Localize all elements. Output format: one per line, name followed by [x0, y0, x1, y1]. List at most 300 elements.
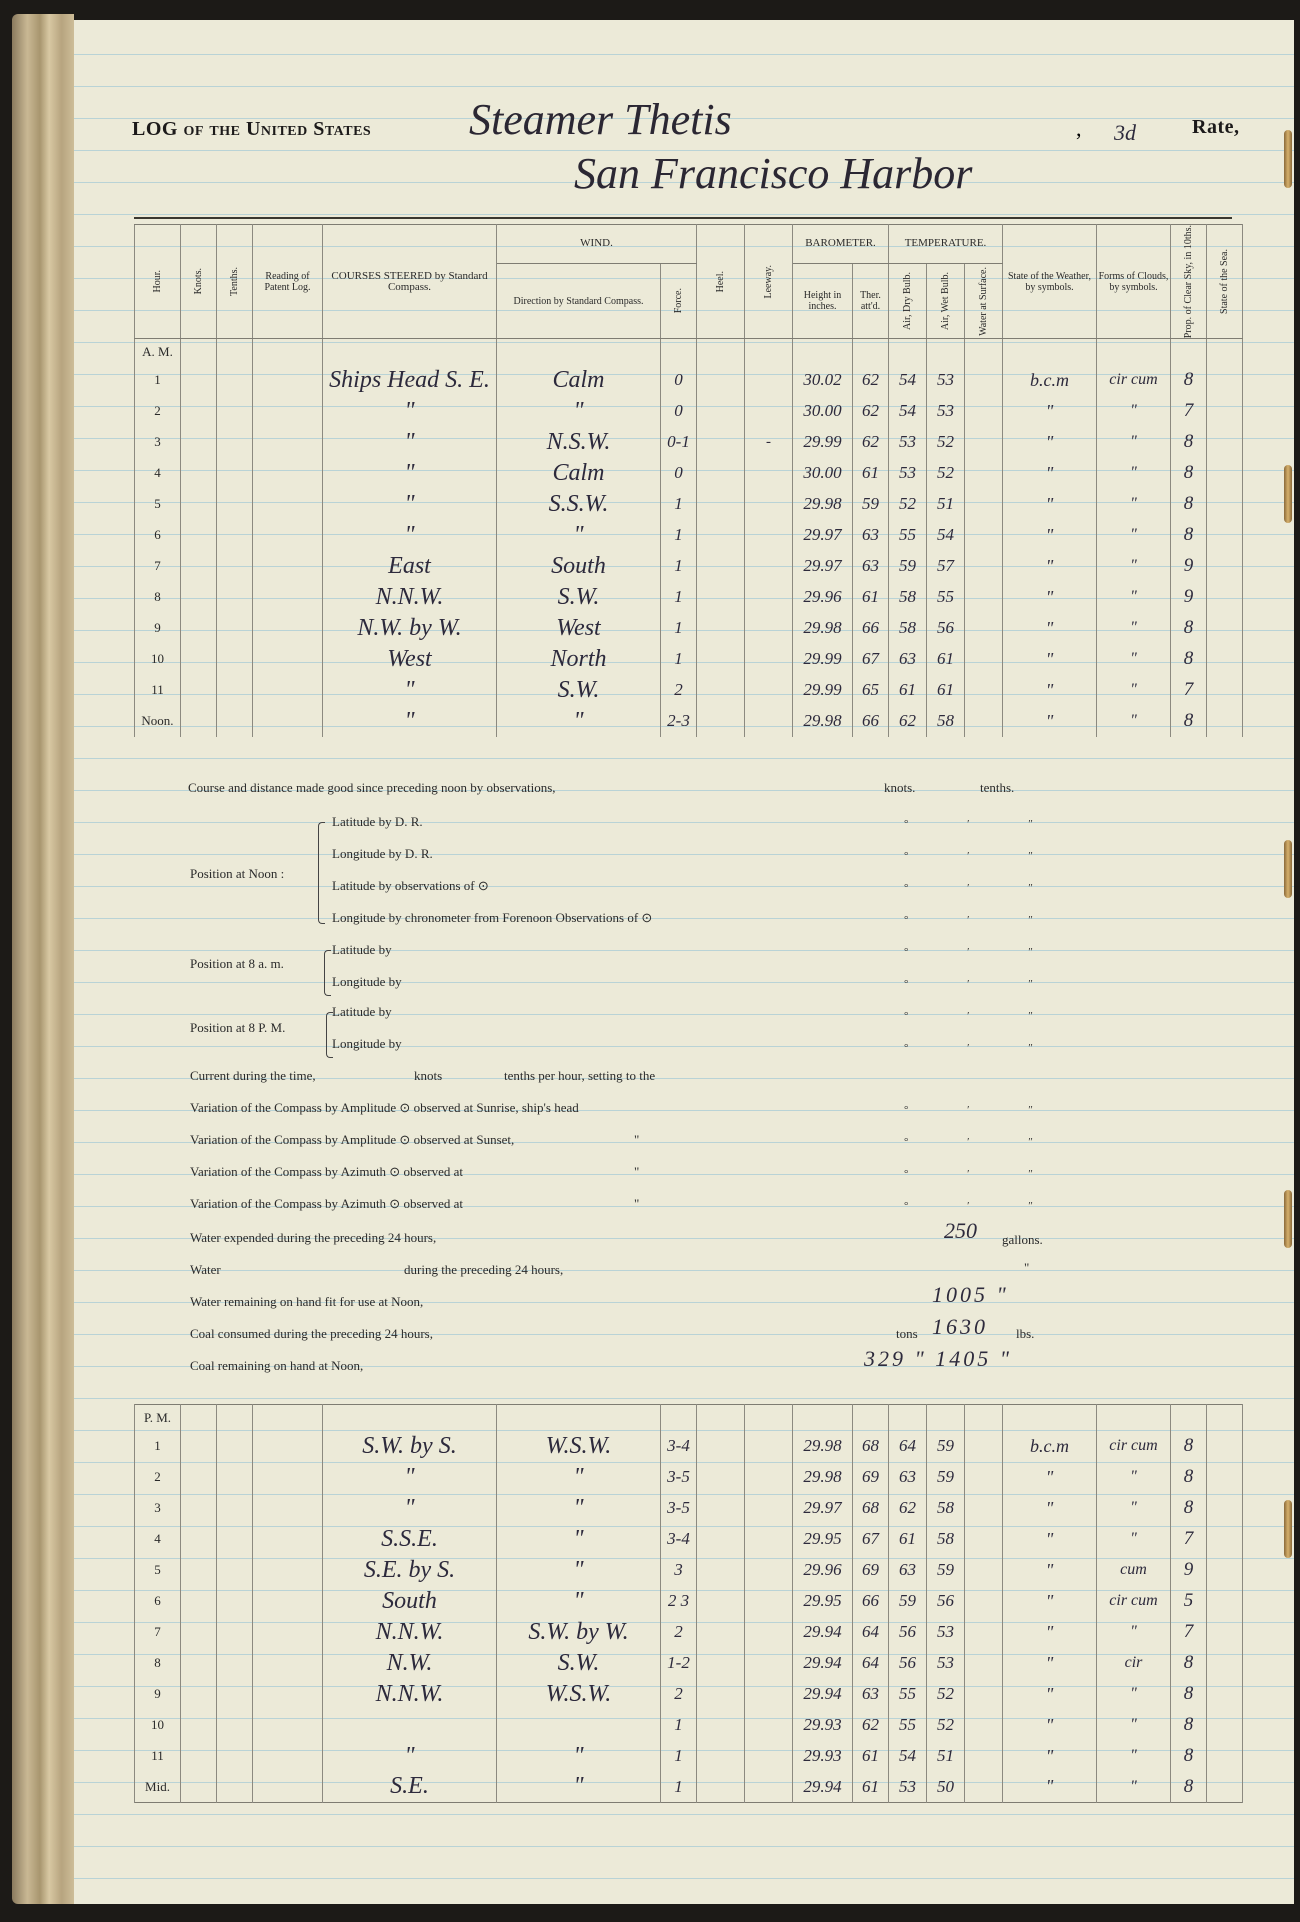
water-expended-value: 250 — [944, 1218, 977, 1243]
wind-force-cell: 0 — [674, 463, 683, 483]
weather-cell: " — [1045, 400, 1054, 421]
log-row — [135, 706, 1243, 737]
lbs-label: lbs. — [1016, 1326, 1035, 1341]
hour-label: 1 — [154, 1438, 161, 1453]
log-row — [135, 427, 1243, 458]
hour-label: 4 — [154, 1531, 161, 1546]
water-label: Water — [190, 1262, 221, 1277]
water-expended-label: Water expended during the preceding 24 hours, — [190, 1230, 437, 1245]
log-row — [135, 613, 1243, 644]
col-wind-force: Force. — [673, 288, 684, 314]
ruled-line — [74, 886, 1294, 887]
col-barometer: BAROMETER. — [805, 237, 876, 250]
course-cell: N.N.W. — [375, 1680, 444, 1707]
wind-force-cell: 3-5 — [667, 1467, 690, 1486]
book-spine — [12, 14, 74, 1904]
col-sea: State of the Sea. — [1219, 249, 1230, 315]
clear-sky-cell: 8 — [1183, 648, 1194, 670]
weather-cell: " — [1045, 1745, 1054, 1766]
log-row — [135, 1772, 1243, 1803]
wind-direction-cell: S.W. — [557, 676, 600, 703]
course-cell: " — [404, 428, 415, 455]
deg-marks: ° ′ ″ — [904, 1168, 1061, 1180]
barometer-height-cell: 29.96 — [803, 1560, 842, 1579]
clouds-cell: " — [1130, 712, 1137, 730]
clear-sky-cell: 8 — [1183, 493, 1194, 515]
log-row — [135, 1431, 1243, 1462]
wind-direction-cell: S.W. by W. — [528, 1618, 629, 1645]
wet-bulb-cell: 54 — [937, 525, 954, 545]
weather-cell: " — [1045, 1466, 1054, 1487]
wet-bulb-cell: 61 — [937, 649, 954, 669]
course-cell: West — [387, 645, 432, 672]
log-row — [135, 365, 1243, 396]
dry-bulb-cell: 59 — [899, 1591, 916, 1610]
var-azi-1: Variation of the Compass by Azimuth ⊙ observed at — [190, 1164, 464, 1179]
hour-label: 9 — [154, 620, 161, 636]
course-cell: N.W. — [386, 1649, 433, 1676]
hour-label: 5 — [154, 1562, 161, 1577]
col-baro-ther: Ther. att'd. — [860, 290, 881, 313]
barometer-height-cell: 29.93 — [803, 1746, 842, 1765]
clouds-cell: " — [1130, 526, 1137, 544]
barometer-ther-cell: 62 — [862, 1715, 879, 1734]
clear-sky-cell: 8 — [1183, 1775, 1194, 1797]
clouds-cell: " — [1130, 1499, 1137, 1516]
hour-label: 10 — [151, 651, 164, 667]
wind-force-cell: 1 — [674, 556, 683, 576]
clouds-cell: " — [1130, 681, 1137, 699]
wet-bulb-cell: 55 — [937, 587, 954, 607]
deg-marks: ° ′ ″ — [904, 914, 1061, 926]
knots-label: knots. — [884, 780, 916, 795]
tons-label: tons — [896, 1326, 918, 1341]
wind-direction-cell: N.S.W. — [546, 428, 611, 455]
log-row — [135, 1741, 1243, 1772]
hour-label: 2 — [154, 403, 161, 419]
wet-bulb-cell: 51 — [937, 1746, 954, 1765]
clouds-cell: " — [1130, 619, 1137, 637]
weather-cell: " — [1045, 710, 1054, 731]
barometer-height-cell: 29.95 — [803, 1529, 842, 1548]
clear-sky-cell: 9 — [1183, 555, 1194, 577]
weather-cell: " — [1045, 1714, 1054, 1735]
clear-sky-cell: 8 — [1183, 710, 1194, 732]
ruled-line — [74, 214, 1294, 215]
dry-bulb-cell: 52 — [899, 494, 916, 514]
course-cell: S.S.E. — [381, 1525, 438, 1552]
course-cell: " — [404, 676, 415, 703]
course-cell: S.E. — [390, 1773, 429, 1800]
barometer-ther-cell: 67 — [862, 1529, 879, 1548]
brace — [318, 822, 325, 924]
hour-label: 3 — [154, 434, 161, 450]
course-cell: " — [404, 490, 415, 517]
log-row — [135, 1617, 1243, 1648]
clear-sky-cell: 8 — [1183, 369, 1194, 391]
period-label-row — [135, 1405, 1243, 1431]
course-cell: N.W. by W. — [357, 614, 462, 641]
col-clouds: Forms of Clouds, by symbols. — [1098, 270, 1169, 293]
log-title-prefix: LOG of the United States — [132, 118, 372, 140]
vessel-name: Steamer Thetis — [469, 95, 732, 144]
barometer-ther-cell: 62 — [862, 370, 879, 390]
log-row — [135, 582, 1243, 613]
weather-cell: " — [1045, 1590, 1054, 1611]
wind-force-cell: 0 — [674, 401, 683, 421]
wind-force-cell: 1 — [674, 1776, 683, 1796]
course-distance-label: Course and distance made good since preceding noon by observations, — [188, 780, 556, 795]
hour-label: 10 — [151, 1717, 164, 1732]
hour-label: 11 — [151, 1748, 164, 1763]
comma: , — [1076, 116, 1082, 141]
barometer-height-cell: 29.94 — [803, 1684, 842, 1703]
clear-sky-cell: 8 — [1183, 524, 1194, 546]
clear-sky-cell: 8 — [1183, 462, 1194, 484]
position-noon-label: Position at Noon : — [190, 866, 285, 881]
dry-bulb-cell: 59 — [899, 556, 916, 576]
clouds-cell: cir cum — [1109, 1437, 1158, 1454]
dry-bulb-cell: 58 — [899, 587, 916, 607]
dry-bulb-cell: 63 — [899, 1560, 916, 1579]
dry-bulb-cell: 56 — [899, 1653, 916, 1672]
weather-cell: " — [1045, 1497, 1054, 1518]
clouds-cell: " — [1130, 1685, 1137, 1702]
wind-direction-cell: Calm — [552, 459, 605, 486]
clear-sky-cell: 8 — [1183, 1435, 1194, 1456]
log-sheet — [74, 20, 1294, 1904]
location-name: San Francisco Harbor — [574, 149, 973, 198]
barometer-ther-cell: 66 — [862, 1591, 879, 1610]
dry-bulb-cell: 62 — [899, 1498, 916, 1517]
ditto-mark: " — [634, 1164, 640, 1179]
dry-bulb-cell: 53 — [899, 463, 916, 483]
clear-sky-cell: 8 — [1183, 431, 1194, 453]
weather-cell: " — [1045, 524, 1054, 545]
ruled-line — [74, 1814, 1294, 1815]
course-cell: " — [404, 397, 415, 424]
col-weather: State of the Weather, by symbols. — [1007, 270, 1092, 293]
lon-dr-label: Longitude by D. R. — [332, 846, 433, 861]
weather-cell: " — [1045, 679, 1054, 700]
clouds-cell: cir cum — [1109, 371, 1158, 389]
ruled-line — [74, 950, 1294, 951]
barometer-height-cell: 29.98 — [803, 494, 842, 514]
barometer-ther-cell: 61 — [862, 587, 879, 607]
lat-by-8am: Latitude by — [332, 942, 392, 957]
hour-label: Mid. — [145, 1778, 170, 1794]
clouds-cell: " — [1130, 1623, 1137, 1640]
deg-marks: ° ′ ″ — [904, 1010, 1061, 1022]
wind-direction-cell: " — [573, 707, 584, 734]
barometer-ther-cell: 62 — [862, 432, 879, 452]
deg-marks: ° ′ ″ — [904, 1104, 1061, 1116]
wet-bulb-cell: 52 — [937, 463, 954, 483]
barometer-ther-cell: 63 — [862, 525, 879, 545]
wind-direction-cell: " — [573, 1463, 584, 1490]
ruled-line — [74, 918, 1294, 919]
log-row — [135, 1462, 1243, 1493]
ruled-line — [74, 1270, 1294, 1271]
ruled-line — [74, 1398, 1294, 1399]
wind-force-cell: 2 — [674, 1622, 683, 1641]
header-rule — [134, 217, 1232, 219]
wind-direction-cell: West — [556, 614, 601, 641]
lon-chron-label: Longitude by chronometer from Forenoon Observations of ⊙ — [332, 910, 653, 925]
clouds-cell: " — [1130, 1716, 1137, 1733]
log-row — [135, 644, 1243, 675]
log-row — [135, 551, 1243, 582]
var-azi-2: Variation of the Compass by Azimuth ⊙ observed at — [190, 1196, 464, 1211]
wind-force-cell: 0-1 — [667, 432, 690, 452]
deg-marks: ° ′ ″ — [904, 850, 1061, 862]
wind-force-cell: 1 — [674, 1715, 683, 1734]
clouds-cell: " — [1130, 557, 1137, 575]
ruled-line — [74, 1878, 1294, 1879]
dry-bulb-cell: 63 — [899, 649, 916, 669]
clouds-cell: " — [1130, 433, 1137, 451]
log-page — [12, 14, 1300, 1904]
wet-bulb-cell: 59 — [937, 1436, 954, 1455]
hour-label: 8 — [154, 589, 161, 605]
wind-direction-cell: North — [550, 645, 607, 672]
deg-marks: ° ′ ″ — [904, 818, 1061, 830]
dry-bulb-cell: 62 — [899, 711, 916, 731]
log-row — [135, 458, 1243, 489]
col-knots: Knots. — [193, 268, 204, 295]
wind-direction-cell: " — [573, 1587, 584, 1614]
barometer-ther-cell: 69 — [862, 1467, 879, 1486]
ruled-line — [74, 86, 1294, 87]
log-row — [135, 520, 1243, 551]
ruled-line — [74, 854, 1294, 855]
col-hour: Hour. — [152, 270, 163, 293]
deg-marks: ° ′ ″ — [904, 1200, 1061, 1212]
hour-label: 7 — [154, 558, 161, 574]
wind-direction-cell: " — [573, 397, 584, 424]
barometer-height-cell: 29.97 — [803, 1498, 842, 1517]
course-cell: " — [404, 459, 415, 486]
wind-direction-cell: " — [573, 1494, 584, 1521]
clouds-cell: " — [1130, 1777, 1137, 1795]
wet-bulb-cell: 59 — [937, 1560, 954, 1579]
barometer-ther-cell: 69 — [862, 1560, 879, 1579]
dry-bulb-cell: 55 — [899, 1715, 916, 1734]
current-knots: knots — [414, 1068, 443, 1083]
rate-number: 3d — [1114, 120, 1136, 145]
col-clear-sky: Prop. of Clear Sky, in 10ths. — [1183, 225, 1194, 339]
clouds-cell: " — [1130, 1747, 1137, 1764]
clouds-cell: " — [1130, 1530, 1137, 1547]
clear-sky-cell: 9 — [1183, 586, 1194, 608]
weather-cell: " — [1045, 1559, 1054, 1580]
barometer-height-cell: 30.00 — [803, 401, 842, 421]
barometer-height-cell: 29.99 — [803, 649, 842, 669]
rate-label: Rate, — [1192, 116, 1240, 138]
barometer-ther-cell: 63 — [862, 556, 879, 576]
wind-force-cell: 3-4 — [667, 1436, 690, 1455]
log-row — [135, 1648, 1243, 1679]
dry-bulb-cell: 64 — [899, 1436, 916, 1455]
col-wet-bulb: Air, Wet Bulb. — [940, 272, 951, 331]
barometer-height-cell: 29.95 — [803, 1591, 842, 1610]
col-leeway: Leeway. — [763, 264, 774, 299]
wind-force-cell: 1 — [674, 525, 683, 545]
clear-sky-cell: 5 — [1183, 1590, 1194, 1611]
clear-sky-cell: 8 — [1183, 1745, 1194, 1766]
dry-bulb-cell: 56 — [899, 1622, 916, 1641]
wind-force-cell: 1 — [674, 618, 683, 638]
col-heel: Heel. — [715, 270, 726, 293]
hour-label: 5 — [154, 496, 161, 512]
col-wind-direction: Direction by Standard Compass. — [513, 295, 644, 307]
barometer-ther-cell: 67 — [862, 649, 879, 669]
barometer-ther-cell: 61 — [862, 1776, 879, 1796]
wind-direction-cell: S.S.W. — [548, 490, 609, 517]
clouds-cell: " — [1130, 402, 1137, 420]
clouds-cell: " — [1130, 650, 1137, 668]
coal-consumed-value: 1630 — [932, 1314, 988, 1339]
course-cell: " — [404, 1494, 415, 1521]
weather-cell: " — [1045, 555, 1054, 576]
deg-marks: ° ′ ″ — [904, 978, 1061, 990]
wind-direction-cell: " — [573, 1773, 584, 1800]
hour-label: 1 — [154, 372, 161, 388]
wind-direction-cell: W.S.W. — [545, 1680, 612, 1707]
barometer-height-cell: 30.00 — [803, 463, 842, 483]
dry-bulb-cell: 63 — [899, 1467, 916, 1486]
wind-force-cell: 3-5 — [667, 1498, 690, 1517]
log-row — [135, 1493, 1243, 1524]
barometer-ther-cell: 61 — [862, 1746, 879, 1765]
barometer-ther-cell: 61 — [862, 463, 879, 483]
ruled-line — [74, 982, 1294, 983]
wind-force-cell: 3 — [674, 1560, 683, 1579]
wind-force-cell: 3-4 — [667, 1529, 690, 1548]
wind-direction-cell: " — [573, 521, 584, 548]
weather-cell: " — [1045, 1776, 1054, 1797]
course-cell: Ships Head S. E. — [329, 366, 490, 393]
clouds-cell: " — [1130, 464, 1137, 482]
barometer-height-cell: 29.96 — [803, 587, 842, 607]
wind-force-cell: 2 — [674, 1684, 683, 1703]
am-log-table — [134, 224, 1243, 737]
current-tenths: tenths per hour, setting to the — [504, 1068, 656, 1083]
barometer-height-cell: 29.99 — [803, 432, 842, 452]
barometer-height-cell: 29.98 — [803, 618, 842, 638]
weather-cell: " — [1045, 648, 1054, 669]
wind-direction-cell: " — [573, 1525, 584, 1552]
lat-by-8pm: Latitude by — [332, 1004, 392, 1019]
ruled-line — [74, 1014, 1294, 1015]
dry-bulb-cell: 55 — [899, 525, 916, 545]
course-cell: " — [404, 1742, 415, 1769]
wind-force-cell: 0 — [674, 370, 683, 390]
barometer-height-cell: 29.94 — [803, 1653, 842, 1672]
log-row — [135, 1710, 1243, 1741]
var-amp-sunset: Variation of the Compass by Amplitude ⊙ observed at Sunset, — [190, 1132, 515, 1147]
col-baro-height: Height in inches. — [803, 290, 842, 313]
hour-label: 6 — [154, 1593, 161, 1608]
course-cell: " — [404, 521, 415, 548]
hour-label: 4 — [154, 465, 161, 481]
binding-ring — [1284, 1500, 1292, 1558]
barometer-ther-cell: 64 — [862, 1653, 879, 1672]
weather-cell: " — [1045, 586, 1054, 607]
weather-cell: " — [1045, 1652, 1054, 1673]
deg-marks: ° ′ ″ — [904, 946, 1061, 958]
period-label-row — [135, 339, 1243, 365]
barometer-ther-cell: 66 — [862, 618, 879, 638]
water-remaining-label: Water remaining on hand fit for use at Noon, — [190, 1294, 424, 1309]
course-cell: N.N.W. — [375, 1618, 444, 1645]
water-during-label: during the preceding 24 hours, — [404, 1262, 564, 1277]
barometer-height-cell: 29.97 — [803, 525, 842, 545]
course-cell: " — [404, 707, 415, 734]
col-patent-log: Reading of Patent Log. — [264, 270, 311, 293]
weather-cell: b.c.m — [1030, 1435, 1069, 1456]
ruled-line — [74, 822, 1294, 823]
deg-marks: ° ′ ″ — [904, 1136, 1061, 1148]
wind-direction-cell: S.W. — [557, 1649, 600, 1676]
ruled-line — [74, 54, 1294, 55]
hour-label: 9 — [154, 1686, 161, 1701]
barometer-ther-cell: 65 — [862, 680, 879, 700]
wind-force-cell: 1 — [674, 494, 683, 514]
wind-force-cell: 1 — [674, 649, 683, 669]
log-row — [135, 1679, 1243, 1710]
clear-sky-cell: 8 — [1183, 1683, 1194, 1704]
weather-cell: " — [1045, 462, 1054, 483]
hour-label: 7 — [154, 1624, 161, 1639]
wind-force-cell: 2 3 — [667, 1591, 690, 1610]
clear-sky-cell: 7 — [1183, 679, 1194, 701]
course-cell: N.N.W. — [375, 583, 444, 610]
wind-force-cell: 1 — [674, 587, 683, 607]
clear-sky-cell: 7 — [1183, 1621, 1194, 1642]
clouds-cell: " — [1130, 495, 1137, 513]
dry-bulb-cell: 55 — [899, 1684, 916, 1703]
clouds-cell: " — [1130, 588, 1137, 606]
position-8pm-label: Position at 8 P. M. — [190, 1020, 286, 1035]
clear-sky-cell: 8 — [1183, 1497, 1194, 1518]
barometer-ther-cell: 66 — [862, 711, 879, 731]
dry-bulb-cell: 58 — [899, 618, 916, 638]
weather-cell: " — [1045, 1683, 1054, 1704]
wet-bulb-cell: 59 — [937, 1467, 954, 1486]
clear-sky-cell: 8 — [1183, 1714, 1194, 1735]
binding-ring — [1284, 840, 1292, 898]
barometer-ther-cell: 68 — [862, 1436, 879, 1455]
wind-force-cell: 2 — [674, 680, 683, 700]
log-row — [135, 1555, 1243, 1586]
log-row — [135, 1524, 1243, 1555]
ditto-mark: " — [634, 1132, 640, 1147]
clear-sky-cell: 9 — [1183, 1559, 1194, 1580]
wind-direction-cell: " — [573, 1556, 584, 1583]
pm-log-table — [134, 1404, 1243, 1803]
dry-bulb-cell: 54 — [899, 370, 916, 390]
wind-direction-cell: S.W. — [557, 583, 600, 610]
hour-label: A. M. — [142, 344, 173, 359]
wind-force-cell: 2-3 — [667, 711, 690, 731]
wind-direction-cell: " — [573, 1742, 584, 1769]
hour-label: 8 — [154, 1655, 161, 1670]
clouds-cell: cir cum — [1109, 1592, 1158, 1609]
dry-bulb-cell: 61 — [899, 1529, 916, 1548]
log-row — [135, 675, 1243, 706]
clouds-cell: cum — [1120, 1561, 1147, 1578]
